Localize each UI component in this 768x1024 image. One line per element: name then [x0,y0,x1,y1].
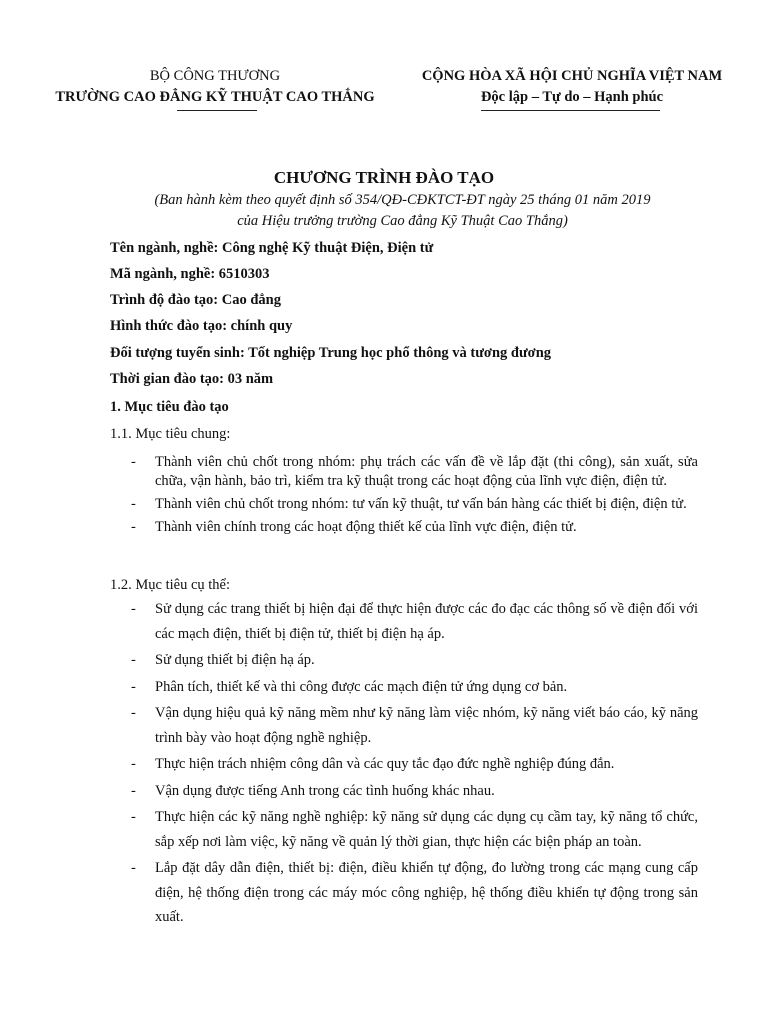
list-item: - Thực hiện trách nhiệm công dân và các quy tắc đạo đức nghề nghiệp đúng đắn. [131,756,615,772]
specific-goals-list [110,597,698,932]
header-right-underline [481,110,660,111]
list-item: - Thành viên chủ chốt trong nhóm: phụ trách các vấn đề về lắp đặt (thi công), sản xuất, sửa chữa, vận hành, bảo trì, kiểm tra kỹ thuật trong các hoạt động của lĩnh vực điện, điện tử. [131,454,698,489]
list-item: - Lắp đặt dây dẫn điện, thiết bị: điện, điều khiển tự động, đo lường trong các mạng cung cấp điện, hệ thống điện trong các máy móc công nghiệp, hệ thống điều khiển tự động trong sản xuất. [131,860,698,925]
subtitle-line-2: của Hiệu trưởng trường Cao đẳng Kỹ Thuật Cao Thắng) [237,213,568,229]
list-item: - Vận dụng hiệu quả kỹ năng mềm như kỹ năng làm việc nhóm, kỹ năng viết báo cáo, kỹ năng trình bày vào hoạt động nghề nghiệp. [131,705,698,746]
country-name: CỘNG HÒA XÃ HỘI CHỦ NGHĨA VIỆT NAM [421,68,723,84]
field-study-mode: Hình thức đào tạo: chính quy [110,318,293,334]
list-item: - Vận dụng được tiếng Anh trong các tình huống khác nhau. [131,782,495,799]
list-item: - Phân tích, thiết kế và thi công được các mạch điện tử ứng dụng cơ bản. [131,678,568,695]
field-level: Trình độ đào tạo: Cao đẳng [110,292,281,308]
header-left [40,66,390,108]
field-duration: Thời gian đào tạo: 03 năm [110,371,274,387]
general-goals-list [110,453,698,541]
list-item: - Thực hiện các kỹ năng nghề nghiệp: kỹ năng sử dụng các dụng cụ cầm tay, kỹ năng tổ chức, sắp xếp nơi làm việc, kỹ năng về quản lý thời gian, thực hiện các biện pháp an toàn. [131,809,698,850]
subtitle-line-1: (Ban hành kèm theo quyết định số 354/QĐ-CĐKTCT-ĐT ngày 25 tháng 01 năm 2019 [154,192,651,208]
list-item: - Thành viên chính trong các hoạt động thiết kế của lĩnh vực điện, điện tử. [131,519,577,535]
national-motto: Độc lập – Tự do – Hạnh phúc [480,89,664,105]
subsection-heading-general: 1.1. Mục tiêu chung: [110,426,231,442]
list-item: - Sử dụng các trang thiết bị hiện đại để thực hiện được các đo đạc các thông số về điện đối với các mạch điện, thiết bị điện tử, thiết bị điện hạ áp. [131,601,698,642]
header-left-underline [177,110,257,111]
section-heading: 1. Mục tiêu đào tạo [110,399,229,415]
field-enrollment: Đối tượng tuyển sinh: Tốt nghiệp Trung học phổ thông và tương đương [110,345,552,361]
field-major-name: Tên ngành, nghề: Công nghệ Kỹ thuật Điện, Điện tử [110,240,434,256]
school-name: TRƯỜNG CAO ĐẲNG KỸ THUẬT CAO THẮNG [55,89,375,105]
subsection-heading-specific: 1.2. Mục tiêu cụ thể: [110,577,231,593]
header-right [402,66,742,108]
list-item: - Thành viên chủ chốt trong nhóm: tư vấn kỹ thuật, tư vấn bán hàng các thiết bị điện, điện tử. [131,496,687,512]
field-major-code: Mã ngành, nghề: 6510303 [110,266,270,282]
document-title: CHƯƠNG TRÌNH ĐÀO TẠO [273,168,495,187]
list-item: - Sử dụng thiết bị điện hạ áp. [131,652,315,668]
ministry-name: BỘ CÔNG THƯƠNG [149,68,281,84]
